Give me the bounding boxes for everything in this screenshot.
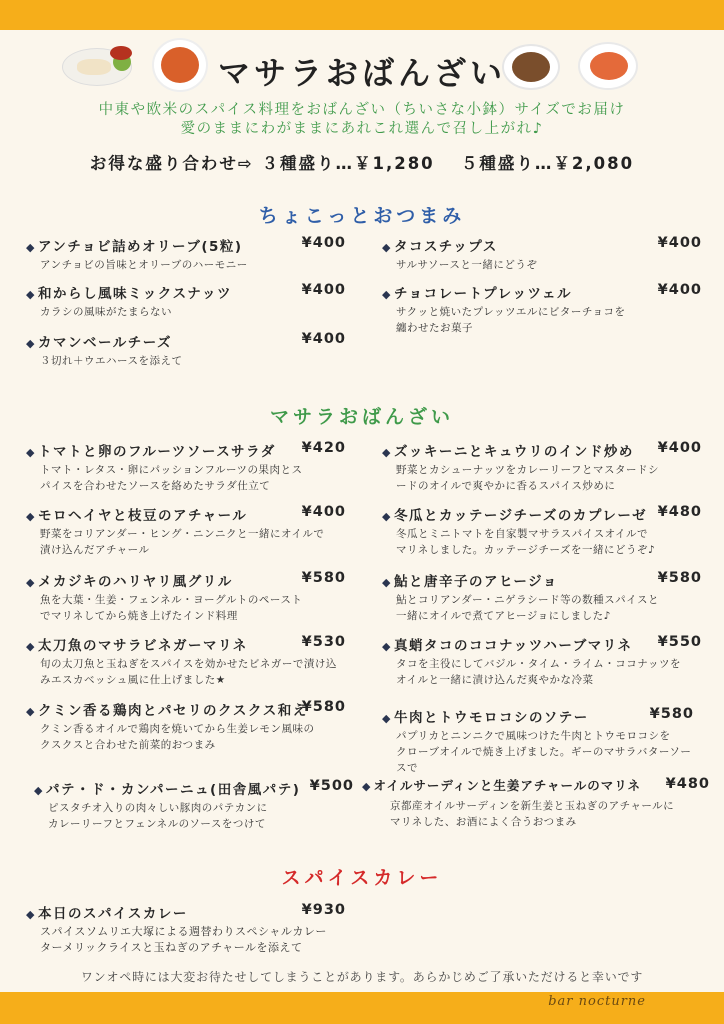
- menu-item: [382, 440, 702, 494]
- item-description: タコを主役にしてバジル・タイム・ライム・ココナッツを オイルと一緒に漬け込んだ爽やかな冷菜: [396, 658, 682, 686]
- item-name: ◆ 真蛸タコのココナッツハーブマリネ: [382, 634, 632, 654]
- item-description: ピスタチオ入りの肉々しい豚肉のパテカンに カレーリーフとフェンネルのソースをつけて: [48, 802, 268, 830]
- item-price: ¥400: [301, 504, 346, 520]
- footer-note: ワンオペ時には大変お待たせしてしまうことがあります。あらかじめご了承いただけると幸いです: [80, 970, 644, 984]
- section-title-snacks: ちょこっとおつまみ: [258, 205, 466, 227]
- item-description: カラシの風味がたまらない: [40, 306, 172, 318]
- item-name: ◆ チョコレートプレッツェル: [382, 282, 572, 302]
- item-description: 鮎とコリアンダー・ニゲラシード等の数種スパイスと 一緒にオイルで煮てアヒージョにしました♪: [396, 594, 660, 622]
- menu-item: [26, 699, 346, 753]
- menu-item: [26, 331, 346, 369]
- item-description: 魚を大葉・生姜・フェンネル・ヨーグルトのペースト でマリネしてから焼き上げたインド料理: [40, 594, 303, 622]
- item-name: ◆ パテ・ド・カンパーニュ(田舎風パテ): [34, 778, 300, 798]
- menu-item: [26, 282, 346, 320]
- item-price: ¥400: [657, 235, 702, 251]
- menu-item: [26, 440, 346, 494]
- item-price: ¥400: [657, 440, 702, 456]
- item-price: ¥580: [301, 699, 346, 715]
- item-price: ¥530: [301, 634, 346, 650]
- item-description: 冬瓜とミニトマトを自家製マサラスパイスオイルで マリネしました。カッテージチーズを一緒にどうぞ♪: [396, 528, 656, 556]
- item-name: ◆ オイルサーディンと生姜アチャールのマリネ: [362, 776, 641, 794]
- menu-item: [382, 235, 702, 273]
- menu-item: [26, 634, 346, 688]
- item-name: ◆ ズッキーニとキュウリのインド炒め: [382, 440, 634, 460]
- item-description: 京都産オイルサーディンを新生姜と玉ねぎのアチャールに マリネした、お酒によく合うおつまみ: [390, 800, 675, 828]
- item-price: ¥930: [301, 902, 346, 918]
- item-price: ¥400: [301, 282, 346, 298]
- item-description: サルサソースと一緒にどうぞ: [396, 259, 538, 271]
- item-description: 野菜をコリアンダー・ヒング・ニンニクと一緒にオイルで 漬け込んだアチャール: [40, 528, 325, 556]
- item-price: ¥550: [657, 634, 702, 650]
- item-name: ◆ 鮎と唐辛子のアヒージョ: [382, 570, 558, 590]
- item-price: ¥480: [657, 504, 702, 520]
- item-description: パプリカとニンニクで風味つけた牛肉とトウモロコシを クローブオイルで焼き上げました。ギーのマサラバターソースで: [396, 730, 692, 774]
- top-color-band: [0, 0, 724, 30]
- item-price: ¥400: [657, 282, 702, 298]
- item-name: ◆ アンチョビ詰めオリーブ(5粒): [26, 235, 243, 255]
- item-price: ¥500: [309, 778, 354, 794]
- item-name: ◆ クミン香る鶏肉とパセリのクスクス和え: [26, 699, 308, 719]
- item-description: スパイスソムリエ大塚による週替わりスペシャルカレー ターメリックライスと玉ねぎのアチャールを添えて: [40, 925, 327, 954]
- item-price: ¥580: [301, 570, 346, 586]
- item-description: 旬の太刀魚と玉ねぎをスパイスを効かせたビネガーで漬け込 みエスカベッシュ風に仕上げました★: [40, 658, 337, 686]
- item-description: ３切れ＋ウエハースを添えて: [40, 355, 183, 367]
- item-name: ◆ 太刀魚のマサラビネガーマリネ: [26, 634, 248, 654]
- item-price: ¥400: [301, 235, 346, 251]
- menu-item: [26, 504, 346, 558]
- item-name: ◆ タコスチップス: [382, 235, 498, 255]
- menu-item: [362, 776, 710, 830]
- section-title-obanzai: マサラおばんざい: [269, 406, 454, 428]
- section-title-curry: スパイスカレー: [281, 867, 443, 889]
- subtitle-line-1: 中東や欧米のスパイス料理をおばんざい（ちいさな小鉢）サイズでお届け: [98, 102, 626, 118]
- item-price: ¥580: [657, 570, 702, 586]
- item-name: ◆ メカジキのハリヤリ風グリル: [26, 570, 233, 590]
- signature-logo: bar nocturne: [548, 994, 646, 1009]
- menu-item: [26, 570, 346, 624]
- menu-item: [382, 570, 702, 624]
- page-title: マサラおばんざい: [217, 54, 506, 92]
- item-description: サクッと焼いたプレッツエルにビターチョコを 纏わせたお菓子: [396, 306, 626, 334]
- item-description: 野菜とカシューナッツをカレーリーフとマスタードシ ードのオイルで爽やかに香るスパイス炒めに: [396, 464, 660, 492]
- menu-item: [26, 235, 346, 273]
- menu-item: [382, 634, 702, 688]
- assortment-deal: お得な盛り合わせ⇨ ３種盛り…￥1,280 ５種盛り…￥2,080: [89, 154, 635, 173]
- menu-item: [382, 282, 702, 336]
- item-name: ◆ カマンベールチーズ: [26, 331, 172, 351]
- item-description: アンチョビの旨味とオリーブのハーモニー: [40, 259, 248, 271]
- subtitle-line-2: 愛のままにわがままにあれこれ選んで召し上がれ♪: [180, 121, 544, 137]
- item-name: ◆ 冬瓜とカッテージチーズのカプレーゼ: [382, 504, 647, 524]
- item-name: ◆ トマトと卵のフルーツソースサラダ: [26, 440, 276, 460]
- menu-item: [26, 902, 346, 956]
- item-name: ◆ 和からし風味ミックスナッツ: [26, 282, 232, 302]
- item-name: ◆ 牛肉とトウモロコシのソテー: [382, 706, 589, 726]
- item-name: ◆ 本日のスパイスカレー: [26, 902, 188, 922]
- item-name: ◆ モロヘイヤと枝豆のアチャール: [26, 504, 247, 524]
- item-description: クミン香るオイルで鶏肉を焼いてから生姜レモン風味の クスクスと合わせた前菜的おつまみ: [40, 723, 315, 751]
- item-description: トマト・レタス・卵にパッションフルーツの果肉とス パイスを合わせたソースを絡めたサラダ仕立て: [40, 464, 303, 492]
- item-price: ¥580: [649, 706, 694, 722]
- menu-item: [34, 778, 354, 832]
- item-price: ¥400: [301, 331, 346, 347]
- item-price: ¥480: [665, 776, 710, 792]
- item-price: ¥420: [301, 440, 346, 456]
- menu-item: [382, 504, 702, 558]
- menu-item: [382, 706, 694, 776]
